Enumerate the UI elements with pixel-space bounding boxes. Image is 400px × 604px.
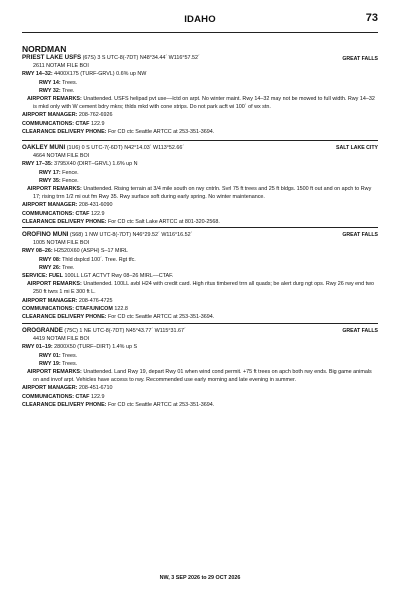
runway-end-line: RWY 17: Fence. [39, 169, 79, 176]
airport-name: OROGRANDE [22, 327, 63, 334]
airport-manager: AIRPORT MANAGER: 208-431-6090 [22, 202, 113, 209]
runway-end-line: RWY 26: Tree. [39, 264, 75, 271]
airport-manager: AIRPORT MANAGER: 208-451-6710 [22, 385, 113, 392]
airport-manager: AIRPORT MANAGER: 208-476-4725 [22, 297, 113, 304]
airport-remarks: AIRPORT REMARKS: Unattended. USFS helipad pvt use––lctd on arpt. No winter maint. Rwy 14–32 may not be mowed to full width. Rwy 14–32 is mkd only with W cement bdry mkrs; thlds mkd with cone strips. Do not park acft wi 100´ of wx stn. [27, 96, 375, 111]
airport-remarks: AIRPORT REMARKS: Unattended. Rising terrain at 3/4 mile south on rwy cntrln. Svrl 75 ft trees and 25 ft bldgs. 1500 ft out and on apch to Rwy 17; rising trrn 1/2 mi out fm Rwy 35. Rwy surface soft during early spring. No winter maintenance. [27, 186, 372, 201]
runway-line: RWY 17–35: 3795X40 (DIRT–GRVL) 1.6% up N [22, 161, 138, 168]
elevation-notam: 4419 NOTAM FILE BOI [33, 336, 90, 343]
entry-divider [22, 227, 378, 228]
communications: COMMUNICATIONS: CTAF 122.9 [22, 393, 105, 400]
airport-entry-priest-lake [22, 54, 378, 136]
runway-end-line: RWY 08: Thld dsplcd 100´. Tree. Rgt tfc. [39, 256, 136, 263]
runway-end-line: RWY 32: Tree. [39, 87, 75, 94]
elevation-notam: 1005 NOTAM FILE BOI [33, 240, 90, 247]
runway-line: RWY 01–19: 2800X50 (TURF–DIRT) 1.4% up S [22, 344, 138, 351]
airport-ident-line: (1U6) 0 S UTC-7(-6DT) N42°14.03´ W113°52.66´ [66, 145, 185, 151]
runway-end-line: RWY 19: Trees. [39, 360, 78, 367]
runway-line: RWY 14–32: 4400X175 (TURF-GRVL) 0.6% up NW [22, 71, 147, 78]
entry-divider [22, 323, 378, 324]
communications: COMMUNICATIONS: CTAF/UNICOM 122.8 [22, 305, 128, 312]
clearance-delivery: CLEARANCE DELIVERY PHONE: For CD ctc Seattle ARTCC at 253-351-3694. [22, 401, 215, 408]
region-label: SALT LAKE CITY [336, 145, 378, 151]
clearance-delivery: CLEARANCE DELIVERY PHONE: For CD ctc Seattle ARTCC at 253-351-3694. [22, 128, 215, 135]
airport-manager: AIRPORT MANAGER: 208-762-6926 [22, 112, 113, 119]
airport-entry-oakley [22, 140, 378, 226]
airport-name: PRIEST LAKE USFS [22, 54, 82, 61]
region-label: GREAT FALLS [342, 328, 378, 334]
airport-remarks: AIRPORT REMARKS: Unattended. Land Rwy 19, depart Rwy 01 when wind cond permit. +75 ft trees on apch both rwy ends. Big game animals on and invof arpt. Vehicles have access to rwy. Recommended use early morning and late evening in summer. [27, 369, 372, 384]
runway-line: RWY 08–26: H2520X60 (ASPH) S–17 MIRL [22, 248, 128, 255]
header-divider [22, 32, 378, 33]
clearance-delivery: CLEARANCE DELIVERY PHONE: For CD ctc Salt Lake ARTCC at 801-320-2568. [22, 218, 220, 225]
communications: COMMUNICATIONS: CTAF 122.9 [22, 120, 105, 127]
airport-name: OAKLEY MUNI [22, 144, 66, 151]
elevation-notam: 2611 NOTAM FILE BOI [33, 63, 89, 70]
region-label: GREAT FALLS [342, 56, 378, 62]
runway-end-line: RWY 01: Trees. [39, 352, 78, 359]
runway-end-line: RWY 14: Trees. [39, 79, 78, 86]
airport-entry-orogrande [22, 323, 378, 409]
page-footer: NW, 3 SEP 2026 to 29 OCT 2026 [159, 575, 241, 581]
state-title: IDAHO [184, 14, 216, 25]
airport-remarks: AIRPORT REMARKS: Unattended. 100LL avbl H24 with credit card. High ritus timbered trrn all quads; be alert durg ngt ops. Rwy 26 rwy end two 250 ft twrs 1 mi E 300 ft L. [27, 281, 375, 296]
page-number: 73 [365, 12, 378, 24]
communications: COMMUNICATIONS: CTAF 122.9 [22, 210, 105, 217]
clearance-delivery: CLEARANCE DELIVERY PHONE: For CD ctc Seattle ARTCC at 253-351-3694. [22, 314, 215, 321]
entry-divider [22, 140, 378, 141]
airport-name: OROFINO MUNI [22, 231, 69, 238]
region-label: GREAT FALLS [342, 232, 378, 238]
runway-end-line: RWY 35: Fence. [39, 177, 79, 184]
airport-ident-line: (67S) 3 S UTC-8(-7DT) N48°34.44´ W116°57.52´ [82, 55, 200, 61]
airport-ident-line: (75C) 1 NE UTC-8(-7DT) N45°43.77´ W115°31.67´ [64, 328, 186, 334]
elevation-notam: 4664 NOTAM FILE BOI [33, 153, 90, 160]
section-title: NORDMAN [22, 44, 67, 54]
airport-entry-orofino [22, 227, 378, 321]
service-line: SERVICE: FUEL 100LL LGT ACTVT Rwy 08–26 MIRL––CTAF. [22, 273, 174, 280]
airport-ident-line: (S68) 1 NW UTC-8(-7DT) N46°29.52´ W116°16.52´ [69, 232, 193, 238]
